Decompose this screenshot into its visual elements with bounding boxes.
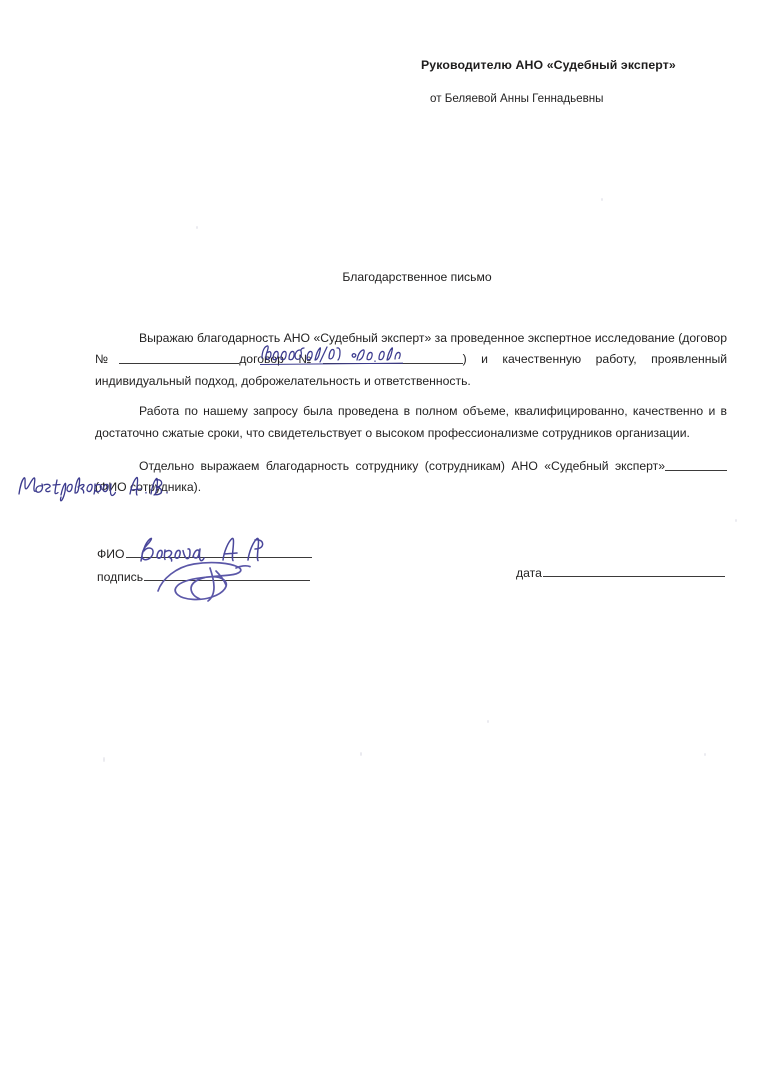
scan-speckle bbox=[735, 519, 737, 522]
signature-label: подпись bbox=[97, 570, 144, 584]
addressee-block bbox=[421, 58, 741, 105]
paragraph-3-part-1: Отдельно выражаем благодарность сотруднику (сотрудникам) АНО «Судебный эксперт» bbox=[139, 459, 665, 474]
scan-speckle bbox=[704, 753, 706, 756]
signature-row bbox=[97, 566, 337, 589]
paragraph-staff-thanks bbox=[95, 456, 727, 499]
fio-fill-in[interactable] bbox=[126, 544, 312, 558]
date-block bbox=[516, 563, 725, 580]
contract-number-fill-in[interactable] bbox=[119, 350, 239, 364]
scan-speckle bbox=[601, 198, 603, 201]
paragraph-3-part-2: (ФИО сотрудника). bbox=[95, 480, 202, 495]
page-title: Благодарственное письмо bbox=[342, 270, 492, 284]
paragraph-gratitude bbox=[95, 328, 727, 392]
fio-label: ФИО bbox=[97, 547, 125, 561]
paragraph-1-part-2: договор № bbox=[239, 352, 323, 367]
date-label: дата bbox=[516, 566, 542, 580]
paragraph-1-part-3: ) и качественную работу, проявленный индивидуальный подход, доброжелательность и ответственность. bbox=[95, 352, 728, 388]
contract-number-blank-fill-in[interactable] bbox=[323, 350, 463, 364]
scan-speckle bbox=[196, 226, 198, 229]
paragraph-work-quality: Работа по нашему запросу была проведена в полном объеме, квалифицированно, качественно и в достаточно сжатые сроки, что свидетельствует о высоком профессионализме сотрудников организации. bbox=[95, 404, 727, 440]
scan-speckle bbox=[103, 757, 105, 762]
addressee-recipient: Руководителю АНО «Судебный эксперт» bbox=[421, 58, 676, 72]
document-body bbox=[95, 328, 727, 508]
scan-speckle bbox=[487, 720, 489, 723]
scan-speckle bbox=[360, 752, 362, 756]
signature-block bbox=[97, 543, 337, 589]
addressee-sender: от Беляевой Анны Геннадьевны bbox=[430, 92, 604, 105]
staff-name-fill-in[interactable] bbox=[665, 457, 727, 471]
signature-fill-in[interactable] bbox=[144, 567, 310, 581]
fio-row bbox=[97, 543, 337, 566]
paragraph-1-part-1: Выражаю благодарность АНО «Судебный эксперт» за проведенное экспертное исследование (договор № bbox=[95, 331, 727, 367]
date-fill-in[interactable] bbox=[543, 563, 725, 577]
